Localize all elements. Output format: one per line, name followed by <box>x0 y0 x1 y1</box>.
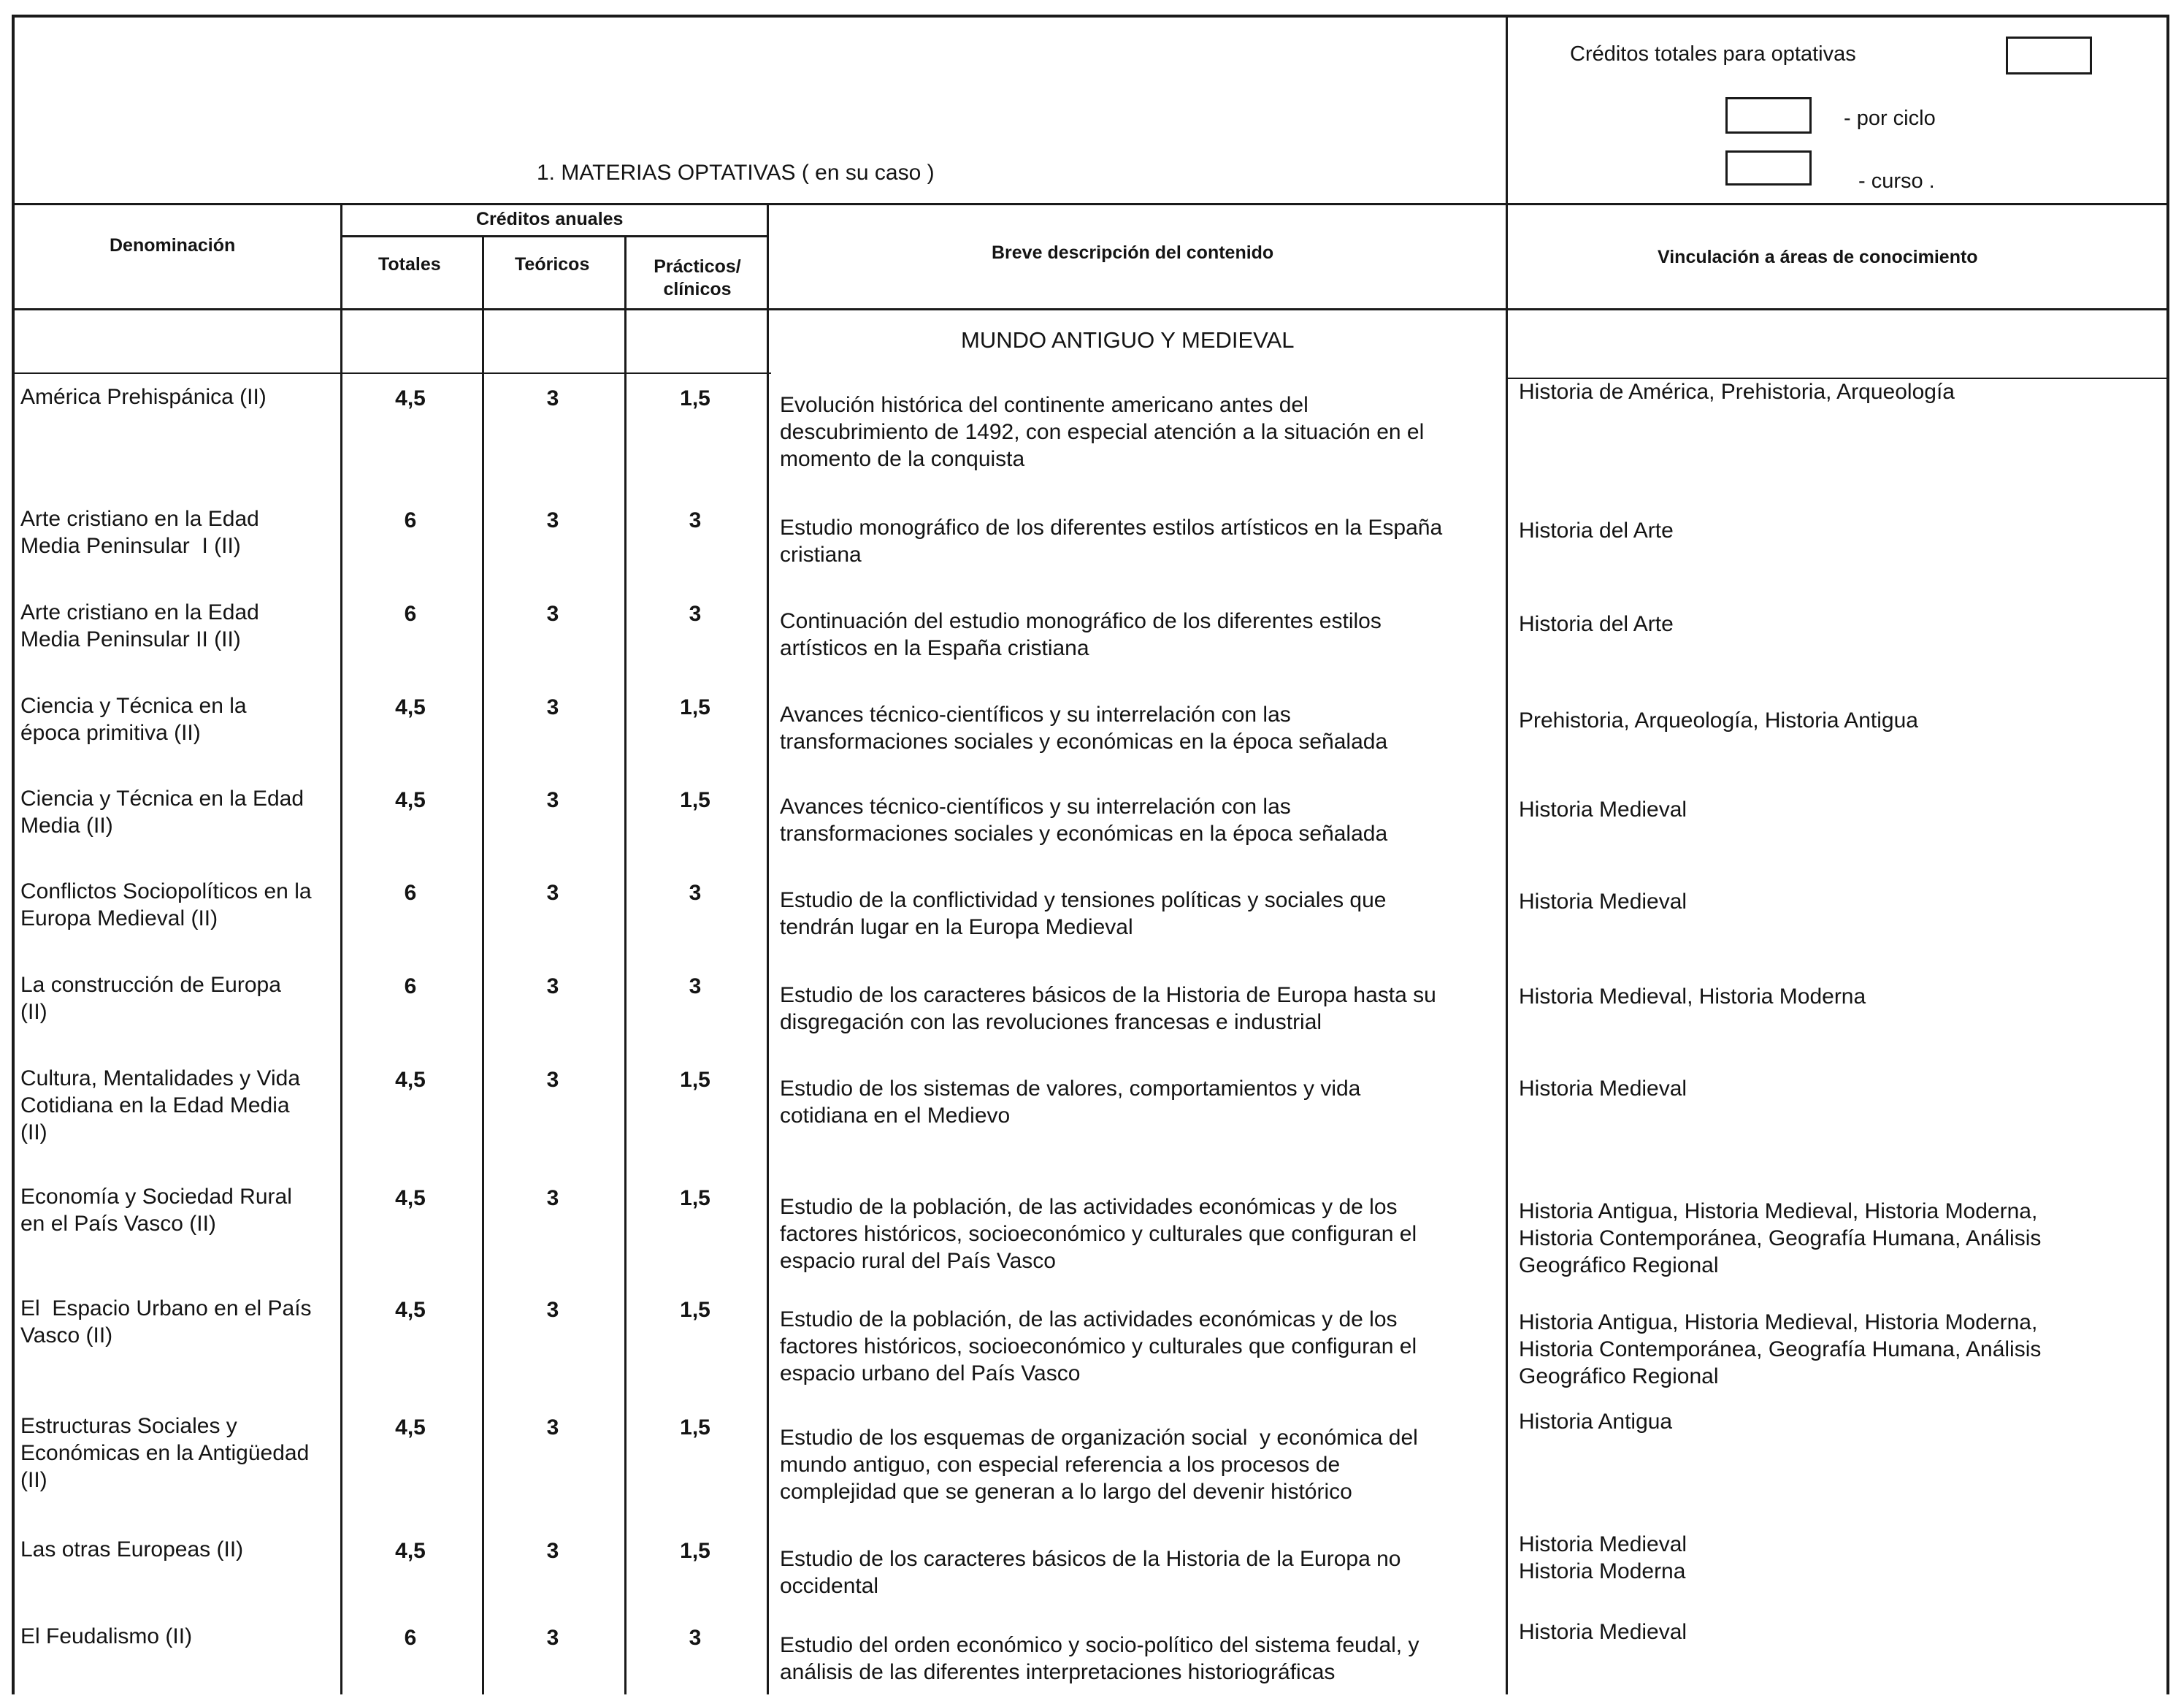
row-areas: Historia del Arte <box>1519 612 1674 636</box>
row-total-credits: 6 <box>404 602 417 626</box>
row-theoretical-credits: 3 <box>546 1298 559 1322</box>
row-description: Estudio de la población, de las actividades económicas y de los factores históricos, socioeconómico y culturales que configuran el espacio rural del País Vasco <box>780 1195 1417 1273</box>
row-areas: Historia del Arte <box>1519 519 1674 543</box>
row-theoretical-credits: 3 <box>546 695 559 719</box>
col-divider-prac <box>767 203 769 1694</box>
row-total-credits: 4,5 <box>395 1415 426 1440</box>
row-areas: Historia Antigua <box>1519 1410 1673 1434</box>
row-description: Estudio de los sistemas de valores, comportamientos y vida cotidiana en el Medievo <box>780 1077 1361 1128</box>
row-name: Ciencia y Técnica en la Edad Media (II) <box>20 787 304 838</box>
row-name: El Feudalismo (II) <box>20 1624 193 1648</box>
row-total-credits: 4,5 <box>395 1068 426 1092</box>
row-name: Economía y Sociedad Rural en el País Vasco (II) <box>20 1185 292 1236</box>
row-theoretical-credits: 3 <box>546 1626 559 1650</box>
row-total-credits: 4,5 <box>395 1186 426 1210</box>
row-name: Cultura, Mentalidades y Vida Cotidiana en la Edad Media (II) <box>20 1066 300 1144</box>
row-areas: Historia Medieval Historia Moderna <box>1519 1532 1687 1583</box>
per-course-box[interactable] <box>1725 150 1812 186</box>
row-practical-credits: 1,5 <box>680 1539 710 1563</box>
row-name: Arte cristiano en la Edad Media Peninsular II (II) <box>20 600 259 651</box>
row-description: Estudio de la población, de las actividades económicas y de los factores históricos, socioeconómico y culturales que configuran el espacio urbano del País Vasco <box>780 1307 1417 1385</box>
row-practical-credits: 1,5 <box>680 1415 710 1440</box>
col-header-theoretical: Teóricos <box>515 254 590 275</box>
row-theoretical-credits: 3 <box>546 508 559 532</box>
row-practical-credits: 3 <box>689 1626 702 1650</box>
col-divider-theo <box>624 237 627 1694</box>
row-description: Estudio monográfico de los diferentes estilos artísticos en la España cristiana <box>780 516 1443 567</box>
row-areas: Historia Antigua, Historia Medieval, Historia Moderna, Historia Contemporánea, Geografía Humana, Análisis Geográfico Regional <box>1519 1310 2042 1388</box>
row-name: Arte cristiano en la Edad Media Peninsular I (II) <box>20 507 259 558</box>
row-total-credits: 4,5 <box>395 695 426 719</box>
col-header-annual-credits: Créditos anuales <box>476 209 624 229</box>
col-header-total: Totales <box>378 254 441 275</box>
row-areas: Historia Medieval <box>1519 1620 1687 1644</box>
row-theoretical-credits: 3 <box>546 1539 559 1563</box>
row-practical-credits: 3 <box>689 881 702 905</box>
row-practical-credits: 1,5 <box>680 386 710 410</box>
row-name: Ciencia y Técnica en la época primitiva (II) <box>20 694 247 745</box>
col-divider-name <box>340 203 342 1694</box>
row-name: Conflictos Sociopolíticos en la Europa Medieval (II) <box>20 879 312 930</box>
row-total-credits: 4,5 <box>395 1298 426 1322</box>
row-practical-credits: 3 <box>689 974 702 998</box>
row-areas: Historia Medieval <box>1519 890 1687 914</box>
row-name: El Espacio Urbano en el País Vasco (II) <box>20 1296 312 1348</box>
row-areas: Prehistoria, Arqueología, Historia Antigua <box>1519 708 1918 733</box>
per-cycle-box[interactable] <box>1725 97 1812 134</box>
row-practical-credits: 3 <box>689 602 702 626</box>
row-total-credits: 4,5 <box>395 788 426 812</box>
row-description: Estudio de los caracteres básicos de la Historia de Europa hasta su disgregación con las revoluciones francesas e industrial <box>780 983 1436 1034</box>
row-description: Evolución histórica del continente americano antes del descubrimiento de 1492, con especial atención a la situación en el momento de la conquista <box>780 393 1425 471</box>
group-rule-left <box>12 372 771 374</box>
row-name: Las otras Europeas (II) <box>20 1537 244 1562</box>
row-total-credits: 6 <box>404 974 417 998</box>
header-bottom-rule <box>12 203 2169 205</box>
row-areas: Historia Antigua, Historia Medieval, Historia Moderna, Historia Contemporánea, Geografía Humana, Análisis Geográfico Regional <box>1519 1199 2042 1277</box>
credits-total-box[interactable] <box>2006 37 2092 74</box>
row-practical-credits: 1,5 <box>680 1068 710 1092</box>
col-divider-total <box>482 237 484 1694</box>
row-theoretical-credits: 3 <box>546 1186 559 1210</box>
row-theoretical-credits: 3 <box>546 1415 559 1440</box>
row-total-credits: 6 <box>404 881 417 905</box>
per-cycle-label: - por ciclo <box>1844 107 1936 130</box>
row-areas: Historia Medieval <box>1519 798 1687 822</box>
row-theoretical-credits: 3 <box>546 974 559 998</box>
row-total-credits: 6 <box>404 508 417 532</box>
per-course-label: - curso . <box>1858 169 1935 193</box>
annual-credits-rule <box>340 235 769 237</box>
row-description: Estudio del orden económico y socio-político del sistema feudal, y análisis de las diferentes interpretaciones historiográficas <box>780 1633 1419 1684</box>
row-name: Estructuras Sociales y Económicas en la Antigüedad (II) <box>20 1414 310 1492</box>
row-description: Estudio de los caracteres básicos de la Historia de la Europa no occidental <box>780 1547 1401 1598</box>
row-total-credits: 4,5 <box>395 386 426 410</box>
row-theoretical-credits: 3 <box>546 881 559 905</box>
row-practical-credits: 1,5 <box>680 1298 710 1322</box>
row-areas: Historia de América, Prehistoria, Arqueología <box>1519 380 1955 404</box>
credits-total-label: Créditos totales para optativas <box>1570 42 1856 66</box>
row-practical-credits: 3 <box>689 508 702 532</box>
row-practical-credits: 1,5 <box>680 788 710 812</box>
row-description: Estudio de la conflictividad y tensiones políticas y sociales que tendrán lugar en la Europa Medieval <box>780 888 1387 939</box>
row-description: Estudio de los esquemas de organización social y económica del mundo antiguo, con especial referencia a los procesos de complejidad que se generan a lo largo del devenir histórico <box>780 1426 1418 1504</box>
col-header-areas: Vinculación a áreas de conocimiento <box>1658 247 1978 267</box>
row-total-credits: 4,5 <box>395 1539 426 1563</box>
header-divider <box>1506 15 1508 1694</box>
row-practical-credits: 1,5 <box>680 1186 710 1210</box>
row-name: La construcción de Europa (II) <box>20 973 281 1024</box>
row-theoretical-credits: 3 <box>546 1068 559 1092</box>
row-description: Avances técnico-científicos y su interrelación con las transformaciones sociales y económicas en la época señalada <box>780 795 1388 846</box>
row-description: Avances técnico-científicos y su interrelación con las transformaciones sociales y económicas en la época señalada <box>780 703 1388 754</box>
row-theoretical-credits: 3 <box>546 788 559 812</box>
section-title: 1. MATERIAS OPTATIVAS ( en su caso ) <box>537 161 935 185</box>
column-header-bottom-rule <box>12 308 2169 310</box>
col-header-practical: Prácticos/ clínicos <box>654 256 741 299</box>
col-header-name: Denominación <box>110 235 236 256</box>
row-practical-credits: 1,5 <box>680 695 710 719</box>
group-heading: MUNDO ANTIGUO Y MEDIEVAL <box>961 327 1295 353</box>
row-total-credits: 6 <box>404 1626 417 1650</box>
row-theoretical-credits: 3 <box>546 602 559 626</box>
row-description: Continuación del estudio monográfico de los diferentes estilos artísticos en la España cristiana <box>780 609 1382 660</box>
row-name: América Prehispánica (II) <box>20 385 267 409</box>
col-header-description: Breve descripción del contenido <box>992 242 1274 263</box>
row-areas: Historia Medieval <box>1519 1077 1687 1101</box>
row-areas: Historia Medieval, Historia Moderna <box>1519 985 1866 1009</box>
row-theoretical-credits: 3 <box>546 386 559 410</box>
